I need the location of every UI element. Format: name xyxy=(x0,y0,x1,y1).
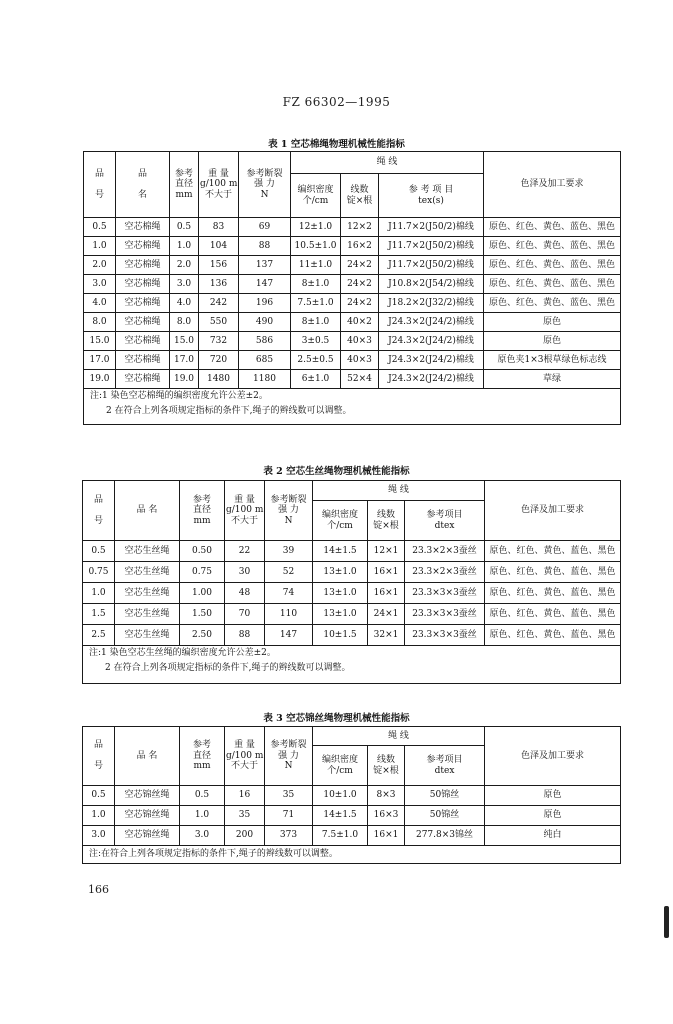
t3-header-pinming: 品 名 xyxy=(115,727,180,786)
t2-header-threads: 线数 锭×根 xyxy=(368,501,405,541)
table-row: 3.0 空芯锦丝绳 3.0 200 373 7.5±1.0 16×1 277.8×3锦丝 纯白 xyxy=(83,826,621,846)
t1-header-weight: 重 量 g/100 m 不大于 xyxy=(199,152,239,218)
table-row: 2.0 空芯棉绳 2.0 156 137 11±1.0 24×2 J11.7×2(J50/2)棉线 原色、红色、黄色、蓝色、黑色 xyxy=(84,256,621,275)
table-row: 17.0 空芯棉绳 17.0 720 685 2.5±0.5 40×3 J24.3×2(J24/2)棉线 原色夹1×3根草绿色标志线 xyxy=(84,351,621,370)
table-row: 0.75 空芯生丝绳 0.75 30 52 13±1.0 16×1 23.3×2×3蚕丝 原色、红色、黄色、蓝色、黑色 xyxy=(83,562,621,583)
table-row: 2.5 空芯生丝绳 2.50 88 147 10±1.5 32×1 23.3×3×3蚕丝 原色、红色、黄色、蓝色、黑色 xyxy=(83,625,621,646)
table-row: 0.5 空芯棉绳 0.5 83 69 12±1.0 12×2 J11.7×2(J50/2)棉线 原色、红色、黄色、蓝色、黑色 xyxy=(84,218,621,237)
t1-header-pinhao: 品 号 xyxy=(84,152,116,218)
table1 xyxy=(83,151,621,425)
table2-notes: 注:1 染色空芯生丝绳的编织密度允许公差±2。 2 在符合上列各项规定指标的条件下,绳子的辫线数可以调整。 xyxy=(83,646,621,684)
t2-header-strength: 参考断裂 强 力 N xyxy=(265,481,313,541)
table-row: 4.0 空芯棉绳 4.0 242 196 7.5±1.0 24×2 J18.2×2(J32/2)棉线 原色、红色、黄色、蓝色、黑色 xyxy=(84,294,621,313)
table-row: 0.5 空芯生丝绳 0.50 22 39 14±1.5 12×1 23.3×2×3蚕丝 原色、红色、黄色、蓝色、黑色 xyxy=(83,541,621,562)
table3-note: 注:在符合上列各项规定指标的条件下,绳子的辫线数可以调整。 xyxy=(83,846,621,864)
table-row: 3.0 空芯棉绳 3.0 136 147 8±1.0 24×2 J10.8×2(J54/2)棉线 原色、红色、黄色、蓝色、黑色 xyxy=(84,275,621,294)
t2-header-color: 色泽及加工要求 xyxy=(485,481,621,541)
page-number: 166 xyxy=(88,883,109,896)
table2-caption: 表 2 空芯生丝绳物理机械性能指标 xyxy=(263,466,410,477)
t1-header-pinming: 品 名 xyxy=(116,152,170,218)
table-row: 0.5 空芯锦丝绳 0.5 16 35 10±1.0 8×3 50锦丝 原色 xyxy=(83,786,621,806)
t1-header-ref: 参 考 项 目 tex(s) xyxy=(379,174,484,218)
table1-notes: 注:1 染色空芯棉绳的编织密度允许公差±2。 2 在符合上列各项规定指标的条件下,绳子的辫线数可以调整。 xyxy=(84,389,621,425)
t3-header-threads: 线数 锭×根 xyxy=(368,746,405,786)
table3 xyxy=(82,726,621,864)
t2-header-ref: 参考项目 dtex xyxy=(405,501,485,541)
t1-header-color: 色泽及加工要求 xyxy=(484,152,621,218)
t3-header-pinhao: 品 号 xyxy=(83,727,115,786)
t2-header-diameter: 参考 直径 mm xyxy=(180,481,225,541)
table-row: 1.0 空芯生丝绳 1.00 48 74 13±1.0 16×1 23.3×3×3蚕丝 原色、红色、黄色、蓝色、黑色 xyxy=(83,583,621,604)
table-row: 8.0 空芯棉绳 8.0 550 490 8±1.0 40×2 J24.3×2(J24/2)棉线 原色 xyxy=(84,313,621,332)
standard-number: FZ 66302—1995 xyxy=(282,95,391,109)
scan-artifact-mark xyxy=(664,906,669,938)
t2-header-weight: 重 量 g/100 m 不大于 xyxy=(225,481,265,541)
t3-header-diameter: 参考 直径 mm xyxy=(180,727,225,786)
t2-header-pinming: 品 名 xyxy=(115,481,180,541)
t2-header-sheng: 绳 线 xyxy=(313,481,485,501)
table2 xyxy=(82,480,621,684)
t2-header-pinhao: 品 号 xyxy=(83,481,115,541)
t3-header-color: 色泽及加工要求 xyxy=(485,727,621,786)
t1-header-sheng: 绳 线 xyxy=(291,152,484,174)
t2-header-density: 编织密度 个/cm xyxy=(313,501,368,541)
table1-caption: 表 1 空芯棉绳物理机械性能指标 xyxy=(268,139,405,150)
table-row: 1.5 空芯生丝绳 1.50 70 110 13±1.0 24×1 23.3×3×3蚕丝 原色、红色、黄色、蓝色、黑色 xyxy=(83,604,621,625)
table-row: 1.0 空芯棉绳 1.0 104 88 10.5±1.0 16×2 J11.7×2(J50/2)棉线 原色、红色、黄色、蓝色、黑色 xyxy=(84,237,621,256)
table3-caption: 表 3 空芯锦丝绳物理机械性能指标 xyxy=(263,713,410,724)
t3-header-sheng: 绳 线 xyxy=(313,727,485,746)
t3-header-strength: 参考断裂 强 力 N xyxy=(265,727,313,786)
t1-header-threads: 线数 锭×根 xyxy=(341,174,379,218)
t1-header-density: 编织密度 个/cm xyxy=(291,174,341,218)
t1-header-strength: 参考断裂 强 力 N xyxy=(239,152,291,218)
t3-header-weight: 重 量 g/100 m 不大于 xyxy=(225,727,265,786)
table-row: 19.0 空芯棉绳 19.0 1480 1180 6±1.0 52×4 J24.3×2(J24/2)棉线 草绿 xyxy=(84,370,621,389)
t3-header-density: 编织密度 个/cm xyxy=(313,746,368,786)
table-row: 1.0 空芯锦丝绳 1.0 35 71 14±1.5 16×3 50锦丝 原色 xyxy=(83,806,621,826)
t3-header-ref: 参考项目 dtex xyxy=(405,746,485,786)
table-row: 15.0 空芯棉绳 15.0 732 586 3±0.5 40×3 J24.3×2(J24/2)棉线 原色 xyxy=(84,332,621,351)
t1-header-diameter: 参考 直径 mm xyxy=(170,152,199,218)
